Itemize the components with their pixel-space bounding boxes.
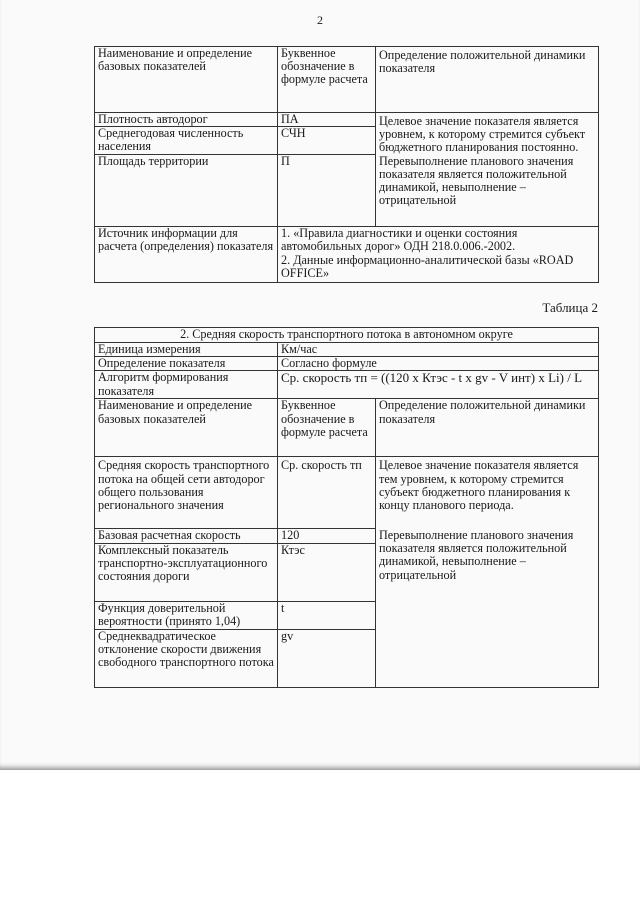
source-label: Источник информации для расчета (определения) показателя [95, 227, 278, 283]
source-item-1: 1. «Правила диагностики и оценки состояния автомобильных дорог» ОДН 218.0.006.-2002. [281, 226, 518, 254]
header-definition: Определение положительной динамики показателя [376, 399, 599, 457]
row-symbol: СЧН [278, 127, 376, 155]
row-symbol: gv [278, 629, 376, 687]
dynamics-definition-part-1: Целевое значение показателя является тем уровнем, к которому стремится субъект бюджетного планирования к концу планового периода. [376, 457, 599, 529]
source-text [278, 227, 599, 283]
table-2 [94, 327, 599, 688]
table-header-row [95, 47, 599, 113]
table-row [95, 371, 599, 399]
row-symbol: ПА [278, 113, 376, 127]
row-symbol: Ктэс [278, 543, 376, 601]
page-number: 2 [317, 13, 323, 27]
dynamics-definition-part-2: Перевыполнение планового значения показателя является положительной динамикой, невыполнение – отрицательной [376, 529, 599, 687]
row-name: Комплексный показатель транспортно-эксплуатационного состояния дороги [95, 543, 278, 601]
algorithm-label: Алгоритм формирования показателя [95, 371, 278, 399]
row-symbol: Ср. скорость тп [278, 457, 376, 529]
source-item-2: 2. Данные информационно-аналитической базы «ROAD OFFICE» [281, 252, 574, 280]
table-2-caption: Таблица 2 [542, 300, 598, 315]
table-1 [94, 46, 599, 283]
table-title: 2. Средняя скорость транспортного потока в автономном округе [95, 328, 599, 343]
header-name: Наименование и определение базовых показателей [95, 47, 278, 113]
table-row [95, 357, 599, 371]
table-row [95, 529, 599, 543]
row-symbol: t [278, 601, 376, 629]
header-definition: Определение положительной динамики показателя [376, 47, 599, 113]
header-symbol: Буквенное обозначение в формуле расчета [278, 47, 376, 113]
unit-label: Единица измерения [95, 343, 278, 357]
unit-value: Км/час [278, 343, 599, 357]
table-row [95, 113, 599, 127]
header-name: Наименование и определение базовых показателей [95, 399, 278, 457]
dynamics-definition: Целевое значение показателя является уровнем, к которому стремится субъект бюджетного планирования постоянно. Перевыполнение планового значения показателя является положительной динамикой, невыполнение – отрицательной [376, 113, 599, 227]
definition-label: Определение показателя [95, 357, 278, 371]
row-symbol: 120 [278, 529, 376, 543]
row-name: Функция доверительной вероятности (принято 1,04) [95, 601, 278, 629]
row-name: Средняя скорость транспортного потока на общей сети автодорог общего пользования регионального значения [95, 457, 278, 529]
source-row [95, 227, 599, 283]
table-title-row [95, 328, 599, 343]
algorithm-formula: Ср. скорость тп = ((120 х Ктэс - t х gv - V инт) х Li) / L [278, 371, 599, 399]
table-header-row [95, 399, 599, 457]
row-name: Среднеквадратическое отклонение скорости движения свободного транспортного потока [95, 629, 278, 687]
definition-value: Согласно формуле [278, 357, 599, 371]
header-symbol: Буквенное обозначение в формуле расчета [278, 399, 376, 457]
row-name: Среднегодовая численность населения [95, 127, 278, 155]
table-row [95, 343, 599, 357]
row-symbol: П [278, 155, 376, 227]
table-row [95, 457, 599, 529]
row-name: Площадь территории [95, 155, 278, 227]
row-name: Плотность автодорог [95, 113, 278, 127]
row-name: Базовая расчетная скорость [95, 529, 278, 543]
